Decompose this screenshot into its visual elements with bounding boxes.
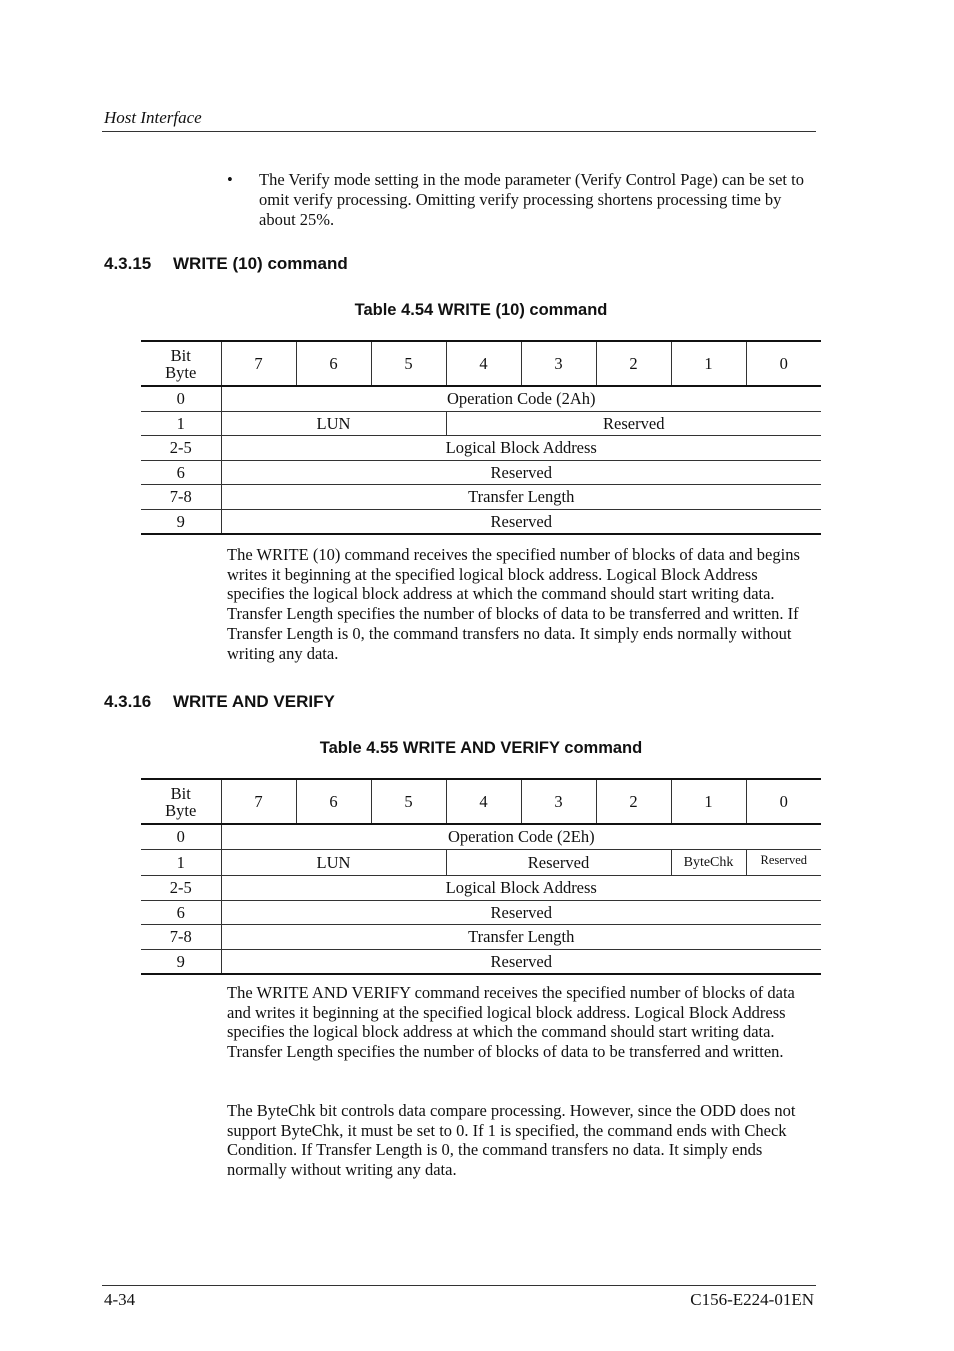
byte-cell: 1 [141,849,221,876]
byte-cell: 7-8 [141,925,221,950]
bit-header-5: 5 [371,779,446,824]
byte-cell: 9 [141,949,221,974]
section-heading-4-3-15 [104,254,348,274]
corner-byte-label: Byte [165,362,197,382]
table-row [141,485,821,510]
bit-header-3: 3 [521,779,596,824]
reserved-cell: Reserved [446,849,671,876]
byte-cell: 6 [141,900,221,925]
reserved-cell: Reserved [446,411,821,436]
section-title: WRITE AND VERIFY [173,692,335,711]
byte-cell: 1 [141,411,221,436]
table-row [141,386,821,411]
write-and-verify-command-table [141,778,821,975]
table-row [141,411,821,436]
corner-bit-label: Bit [170,783,191,803]
running-header: Host Interface [104,108,202,127]
table-row [141,876,821,901]
field-cell: Reserved [221,949,821,974]
bit-header-0: 0 [746,779,821,824]
table-caption-4-55: Table 4.55 WRITE AND VERIFY command [319,739,643,757]
byte-cell: 7-8 [141,485,221,510]
field-cell: Logical Block Address [221,876,821,901]
footer-rule [102,1285,816,1286]
write10-command-table [141,340,821,535]
bit-header-3: 3 [521,341,596,386]
lun-cell: LUN [221,411,446,436]
bullet-text: The Verify mode setting in the mode parameter (Verify Control Page) can be set to omit verify processing. Omitting verify processing shortens processing time by about 25%. [259,170,804,229]
byte-cell: 0 [141,386,221,411]
bytechk-description: The ByteChk bit controls data compare processing. However, since the ODD does not support ByteChk, it must be set to 0. If 1 is specified, the command ends with Check Condition. If Transfer Length is 0, the command transfers no data. It simply ends normally without writing any data. [227,1101,796,1180]
bit-header-4: 4 [446,341,521,386]
table-header-row [141,341,821,386]
bullet-symbol: • [227,170,233,189]
document-id: C156-E224-01EN [690,1290,814,1309]
corner-bit-label: Bit [170,345,191,365]
reserved-bit0-cell: Reserved [746,849,821,876]
byte-cell: 6 [141,460,221,485]
table-row [141,509,821,534]
table-row [141,925,821,950]
field-cell: Transfer Length [221,925,821,950]
section-number: 4.3.16 [104,692,152,711]
table-row [141,824,821,849]
bit-byte-corner [141,779,221,824]
table-row [141,900,821,925]
table-header-row [141,779,821,824]
bullet-item [227,170,817,230]
field-cell: Logical Block Address [221,436,821,461]
page-number: 4-34 [104,1290,136,1309]
bit-header-2: 2 [596,341,671,386]
bit-header-7: 7 [221,341,296,386]
bit-header-5: 5 [371,341,446,386]
byte-cell: 2-5 [141,876,221,901]
write10-description: The WRITE (10) command receives the specified number of blocks of data and begins writes it beginning at the specified logical block address. Logical Block Address specifies the logical block address at which the command should start writing data. Transfer Length specifies the number of blocks of data to be transferred and written. If Transfer Length is 0, the command transfers no data. It simply ends normally without writing any data. [227,545,800,663]
lun-cell: LUN [221,849,446,876]
section-title: WRITE (10) command [173,254,348,273]
bytechk-cell: ByteChk [671,849,746,876]
section-heading-4-3-16 [104,692,335,712]
write-and-verify-description: The WRITE AND VERIFY command receives the specified number of blocks of data and writes it beginning at the specified logical block address. Logical Block Address specifies the logical block address at which the command should start writing data. Transfer Length specifies the number of blocks of data to be transferred and written. [227,983,795,1062]
table-row [141,849,821,876]
bit-header-6: 6 [296,779,371,824]
bit-header-0: 0 [746,341,821,386]
bit-byte-corner [141,341,221,386]
operation-code-cell: Operation Code (2Eh) [221,824,821,849]
table-caption-4-54: Table 4.54 WRITE (10) command [354,301,608,319]
operation-code-cell: Operation Code (2Ah) [221,386,821,411]
bit-header-1: 1 [671,779,746,824]
field-cell: Reserved [221,460,821,485]
field-cell: Transfer Length [221,485,821,510]
byte-cell: 9 [141,509,221,534]
bit-header-7: 7 [221,779,296,824]
bit-header-1: 1 [671,341,746,386]
bit-header-6: 6 [296,341,371,386]
table-row [141,436,821,461]
bit-header-2: 2 [596,779,671,824]
byte-cell: 2-5 [141,436,221,461]
bit-header-4: 4 [446,779,521,824]
field-cell: Reserved [221,509,821,534]
table-row [141,949,821,974]
header-rule [102,131,816,132]
byte-cell: 0 [141,824,221,849]
field-cell: Reserved [221,900,821,925]
corner-byte-label: Byte [165,800,197,820]
table-row [141,460,821,485]
section-number: 4.3.15 [104,254,152,273]
